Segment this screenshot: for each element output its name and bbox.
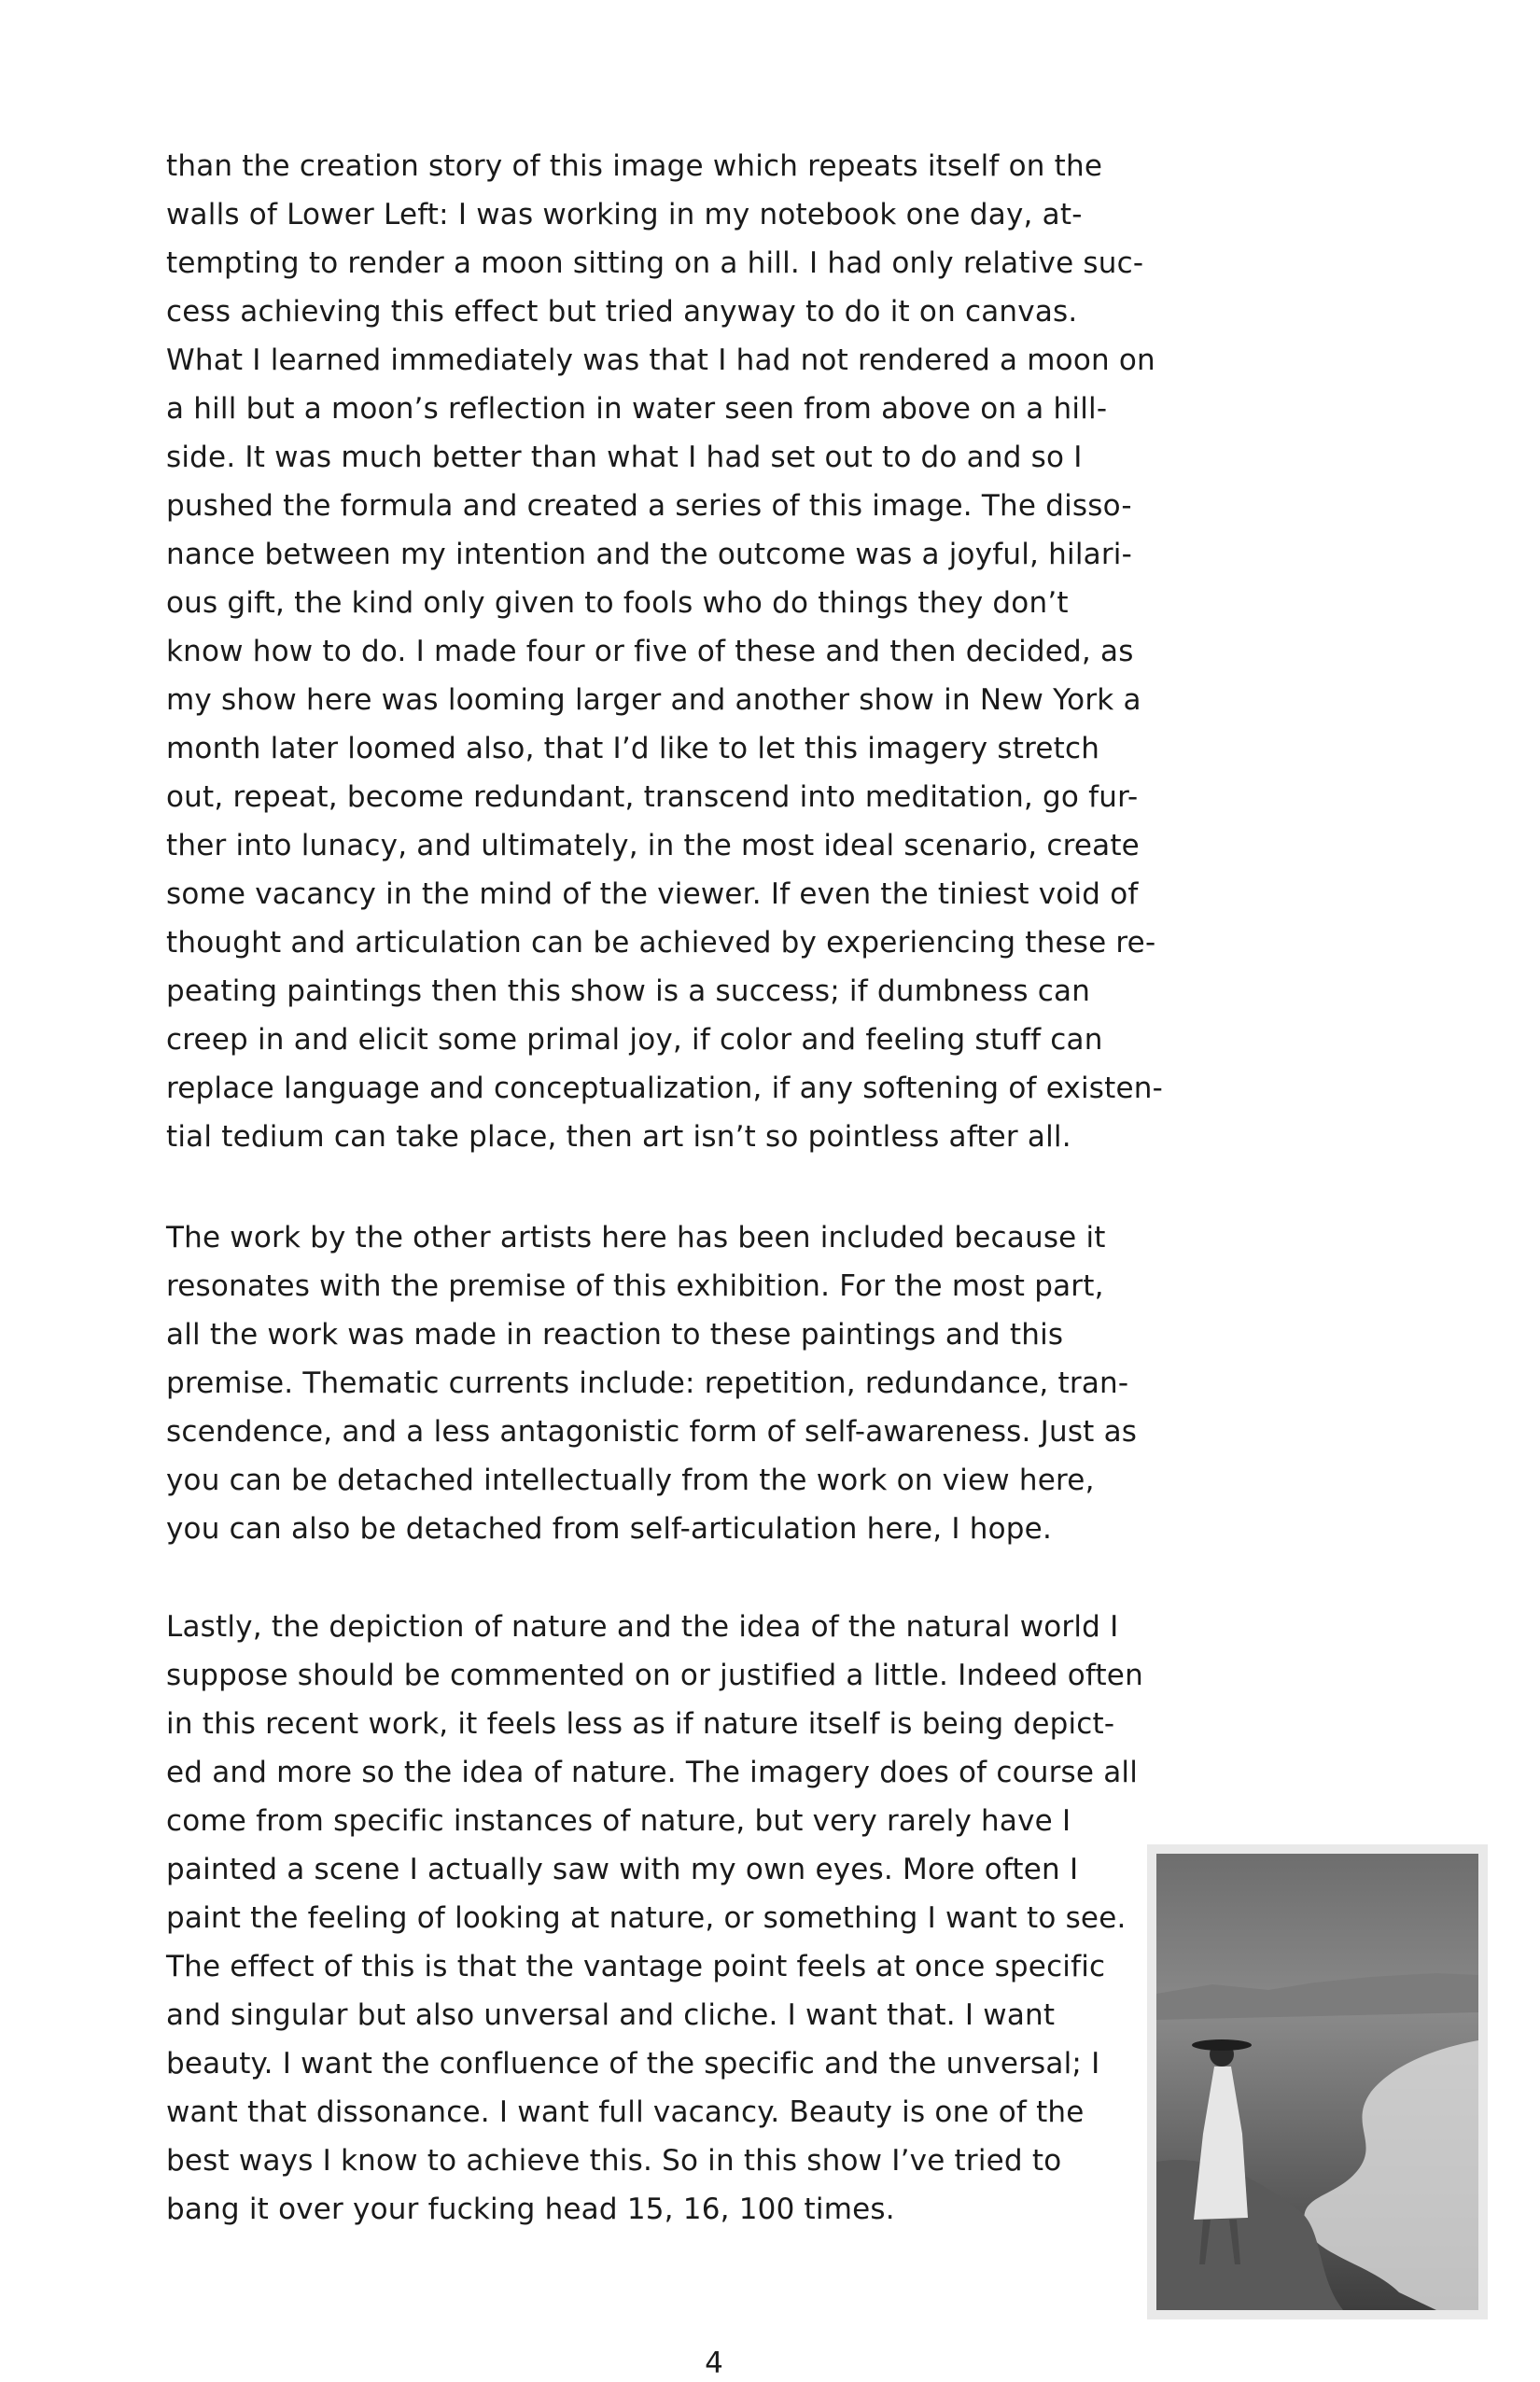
text-line: cess achieving this effect but tried anyway to do it on canvas. xyxy=(166,295,1078,329)
text-line: want that dissonance. I want full vacancy. Beauty is one of the xyxy=(166,2095,1085,2129)
paragraph-2 xyxy=(166,1213,1193,1553)
text-line: come from specific instances of nature, but very rarely have I xyxy=(166,1804,1071,1838)
text-line: month later loomed also, that I’d like to let this imagery stretch xyxy=(166,732,1100,765)
text-line: suppose should be commented on or justified a little. Indeed often xyxy=(166,1659,1143,1692)
page-number: 4 xyxy=(705,2347,723,2380)
text-line: side. It was much better than what I had set out to do and so I xyxy=(166,441,1083,474)
text-line: thought and articulation can be achieved by experiencing these re- xyxy=(166,926,1156,960)
text-line: than the creation story of this image which repeats itself on the xyxy=(166,149,1103,183)
text-line: pushed the formula and created a series of this image. The disso- xyxy=(166,489,1132,523)
text-line: The work by the other artists here has been included because it xyxy=(166,1221,1106,1254)
text-line: peating paintings then this show is a success; if dumbness can xyxy=(166,974,1091,1008)
text-line: nance between my intention and the outcome was a joyful, hilari- xyxy=(166,538,1132,571)
text-line: creep in and elicit some primal joy, if color and feeling stuff can xyxy=(166,1023,1103,1057)
text-line: you can be detached intellectually from the work on view here, xyxy=(166,1464,1095,1497)
text-line: and singular but also unversal and cliche. I want that. I want xyxy=(166,1998,1056,2032)
photograph-icon xyxy=(1156,1854,1478,2310)
text-line: ous gift, the kind only given to fools who do things they don’t xyxy=(166,586,1069,620)
text-line: The effect of this is that the vantage point feels at once specific xyxy=(166,1950,1106,1983)
text-line: ed and more so the idea of nature. The imagery does of course all xyxy=(166,1756,1139,1789)
text-line: best ways I know to achieve this. So in this show I’ve tried to xyxy=(166,2144,1062,2178)
text-line: replace language and conceptualization, if any softening of existen- xyxy=(166,1072,1163,1105)
text-line: my show here was looming larger and another show in New York a xyxy=(166,683,1141,717)
text-line: resonates with the premise of this exhibition. For the most part, xyxy=(166,1269,1104,1303)
text-line: tial tedium can take place, then art isn’t so pointless after all. xyxy=(166,1120,1071,1154)
text-line: beauty. I want the confluence of the specific and the unversal; I xyxy=(166,2047,1100,2081)
text-line: a hill but a moon’s reflection in water seen from above on a hill- xyxy=(166,392,1108,426)
text-line: know how to do. I made four or five of these and then decided, as xyxy=(166,635,1134,668)
text-line: scendence, and a less antagonistic form of self-awareness. Just as xyxy=(166,1415,1138,1449)
paragraph-1 xyxy=(166,142,1193,1161)
text-line: Lastly, the depiction of nature and the idea of the natural world I xyxy=(166,1610,1119,1644)
text-line: paint the feeling of looking at nature, or something I want to see. xyxy=(166,1901,1127,1935)
text-line: bang it over your fucking head 15, 16, 100 times. xyxy=(166,2193,895,2226)
text-line: in this recent work, it feels less as if nature itself is being depict- xyxy=(166,1707,1115,1741)
text-line: ther into lunacy, and ultimately, in the most ideal scenario, create xyxy=(166,829,1140,862)
text-line: you can also be detached from self-articulation here, I hope. xyxy=(166,1512,1052,1546)
text-line: premise. Thematic currents include: repetition, redundance, tran- xyxy=(166,1366,1129,1400)
text-line: tempting to render a moon sitting on a hill. I had only relative suc- xyxy=(166,246,1144,280)
photograph xyxy=(1147,1844,1488,2319)
text-line: walls of Lower Left: I was working in my notebook one day, at- xyxy=(166,198,1083,231)
text-line: What I learned immediately was that I had not rendered a moon on xyxy=(166,343,1155,377)
text-line: all the work was made in reaction to these paintings and this xyxy=(166,1318,1064,1352)
paragraph-3 xyxy=(166,1603,1193,2234)
text-line: painted a scene I actually saw with my own eyes. More often I xyxy=(166,1853,1079,1886)
text-line: out, repeat, become redundant, transcend into meditation, go fur- xyxy=(166,780,1139,814)
text-line: some vacancy in the mind of the viewer. If even the tiniest void of xyxy=(166,877,1139,911)
